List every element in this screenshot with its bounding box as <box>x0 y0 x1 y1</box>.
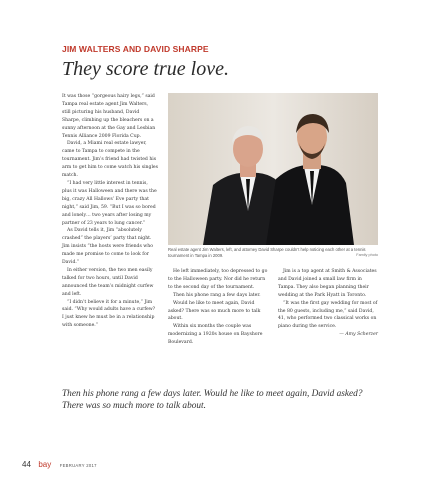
photo-credit: Family photo <box>356 253 378 257</box>
paragraph: Would he like to meet again, David asked? There was so much more to talk about. <box>168 300 261 322</box>
paragraph: Jim is a top agent at Smith & Associates and David joined a small law firm in Tampa. They also began planning their wedding at the Park Hyatt in Toronto. <box>278 269 377 298</box>
article-title: They score true love. <box>62 58 229 80</box>
paragraph: David, a Miami real estate lawyer, came to Tampa to compete in the tournament. Jim’s friend had twisted his arm to get him to come watch his singles match. <box>62 141 159 179</box>
paragraph: As David tells it, Jim “absolutely crashed” the players’ party that night. Jim insists “the hosts were friends who made me promise to come to look for David.” <box>62 228 153 266</box>
paragraph: Within six months the couple was modernizing a 1920s house on Bayshore Boulevard. <box>168 324 263 346</box>
body-column-3 <box>278 268 378 339</box>
issue-date: FEBRUARY 2017 <box>59 463 97 468</box>
page-number: 44 <box>22 460 31 469</box>
page-footer <box>22 454 97 472</box>
article-kicker: JIM WALTERS AND DAVID SHARPE <box>62 44 209 54</box>
paragraph: “I had very little interest in tennis, plus it was Halloween and there was the big, crazy All Hallows’ Eve party that night,” said Jim, 59. “But I was so bored and lonely… two years after losing my partner of 23 years to lung cancer.” <box>62 180 157 226</box>
pull-quote: Then his phone rang a few days later. Would he like to meet again, David asked? There was so much more to talk about. <box>62 389 363 411</box>
body-column-2 <box>168 268 268 347</box>
paragraph: He left immediately, too depressed to go to the Halloween party. Nor did he return to the second day of the tournament. <box>168 269 268 290</box>
paragraph: Then his phone rang a few days later. <box>173 292 261 298</box>
paragraph: “I didn’t believe it for a minute,” Jim said. “Why would adults have a curfew? I just knew he must be in a relationship with someone.” <box>62 299 156 329</box>
photo-caption: Real estate agent Jim Walters, left, and attorney David Sharpe couldn’t help noticing each other at a tennis tournament in Tampa in 2009. <box>168 247 366 258</box>
body-column-1 <box>62 93 158 330</box>
magazine-name: bay <box>38 460 52 469</box>
paragraph: In either version, the two men easily talked for two hours, until David announced the team’s midnight curfew and left. <box>62 267 154 297</box>
couple-photo-illustration <box>168 93 378 245</box>
paragraph: It was those “gorgeous hairy legs,” said Tampa real estate agent Jim Walters, still picturing his husband, David Sharpe, climbing up the bleachers on a sunny afternoon at the Gay and Lesbian Tennis Alliance 2009 Florida Cup. <box>62 94 156 139</box>
couple-photo <box>168 93 378 245</box>
author-signature: — Amy Scherzer <box>339 332 378 338</box>
paragraph: “It was the first gay wedding for most of the 80 guests, including me,” said David, 41, who performed two classical works on piano during the service. <box>278 300 378 330</box>
